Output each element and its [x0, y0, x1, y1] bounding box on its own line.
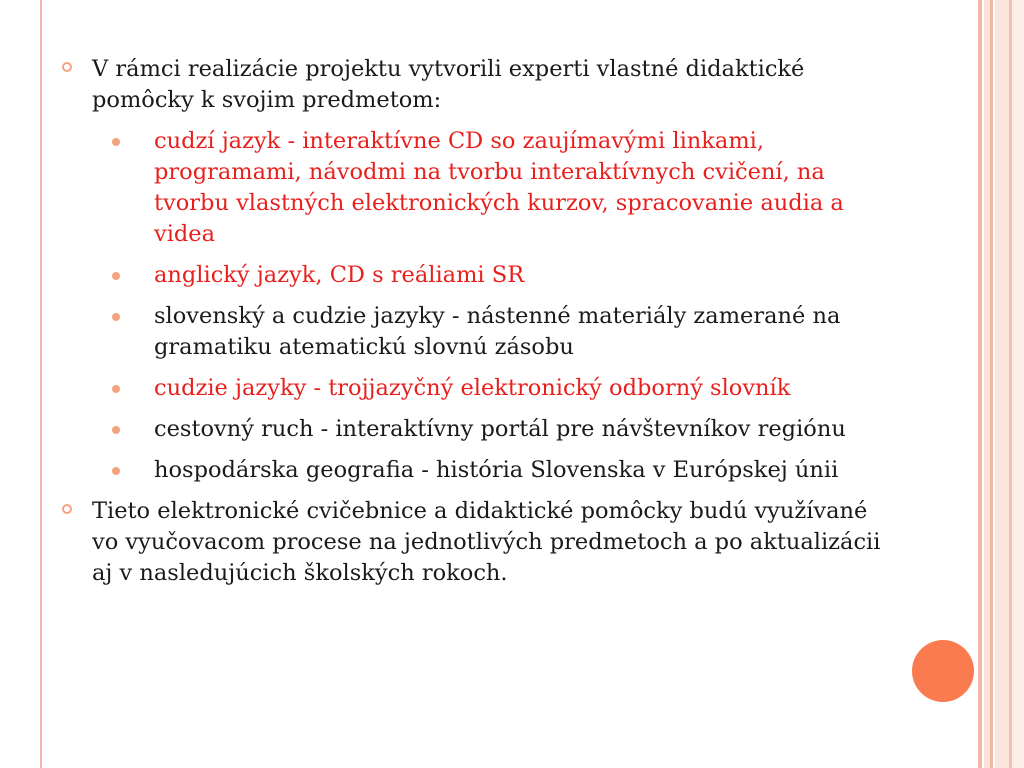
decorative-circle: [912, 640, 974, 702]
subitem-text: cudzie jazyky - trojjazyčný elektronický odborný slovník: [154, 375, 791, 401]
subitem-text: anglický jazyk, CD s reáliami SR: [154, 262, 525, 288]
subitem: [112, 301, 892, 363]
bullet-intro: [62, 54, 892, 116]
subitem: [112, 455, 892, 486]
dot-bullet-icon: [112, 138, 120, 146]
subitem-text: hospodárska geografia - história Slovenska v Európskej únii: [154, 457, 839, 483]
ring-bullet-icon: [62, 504, 72, 514]
dot-bullet-icon: [112, 313, 120, 321]
subitem-text: slovenský a cudzie jazyky - nástenné materiály zamerané na gramatiku atematickú slovnú zásobu: [154, 303, 841, 360]
bullet-outro: [62, 496, 892, 589]
left-border-rule: [40, 0, 42, 768]
subitem: [112, 373, 892, 404]
dot-bullet-icon: [112, 467, 120, 475]
outro-text: Tieto elektronické cvičebnice a didaktické pomôcky budú využívané vo vyučovacom procese na jednotlivých predmetoch a po aktualizácii aj v nasledujúcich školských rokoch.: [92, 498, 881, 586]
subitem: [112, 414, 892, 445]
right-decor-stripe: [995, 0, 1009, 768]
intro-text: V rámci realizácie projektu vytvorili experti vlastné didaktické pomôcky k svojim predmetom:: [92, 56, 805, 113]
subitem: [112, 126, 892, 250]
right-decor-stripe: [978, 0, 982, 768]
dot-bullet-icon: [112, 385, 120, 393]
dot-bullet-icon: [112, 272, 120, 280]
right-decor-stripe: [1012, 0, 1024, 768]
slide-content: [62, 54, 892, 599]
subitem: [112, 260, 892, 291]
dot-bullet-icon: [112, 426, 120, 434]
ring-bullet-icon: [62, 62, 72, 72]
right-decor-stripe: [990, 0, 993, 768]
subitem-text: cudzí jazyk - interaktívne CD so zaujímavými linkami, programami, návodmi na tvorbu interaktívnych cvičení, na tvorbu vlastných elektronických kurzov, spracovanie audia a videa: [154, 128, 844, 247]
subitem-text: cestovný ruch - interaktívny portál pre návštevníkov regiónu: [154, 416, 846, 442]
